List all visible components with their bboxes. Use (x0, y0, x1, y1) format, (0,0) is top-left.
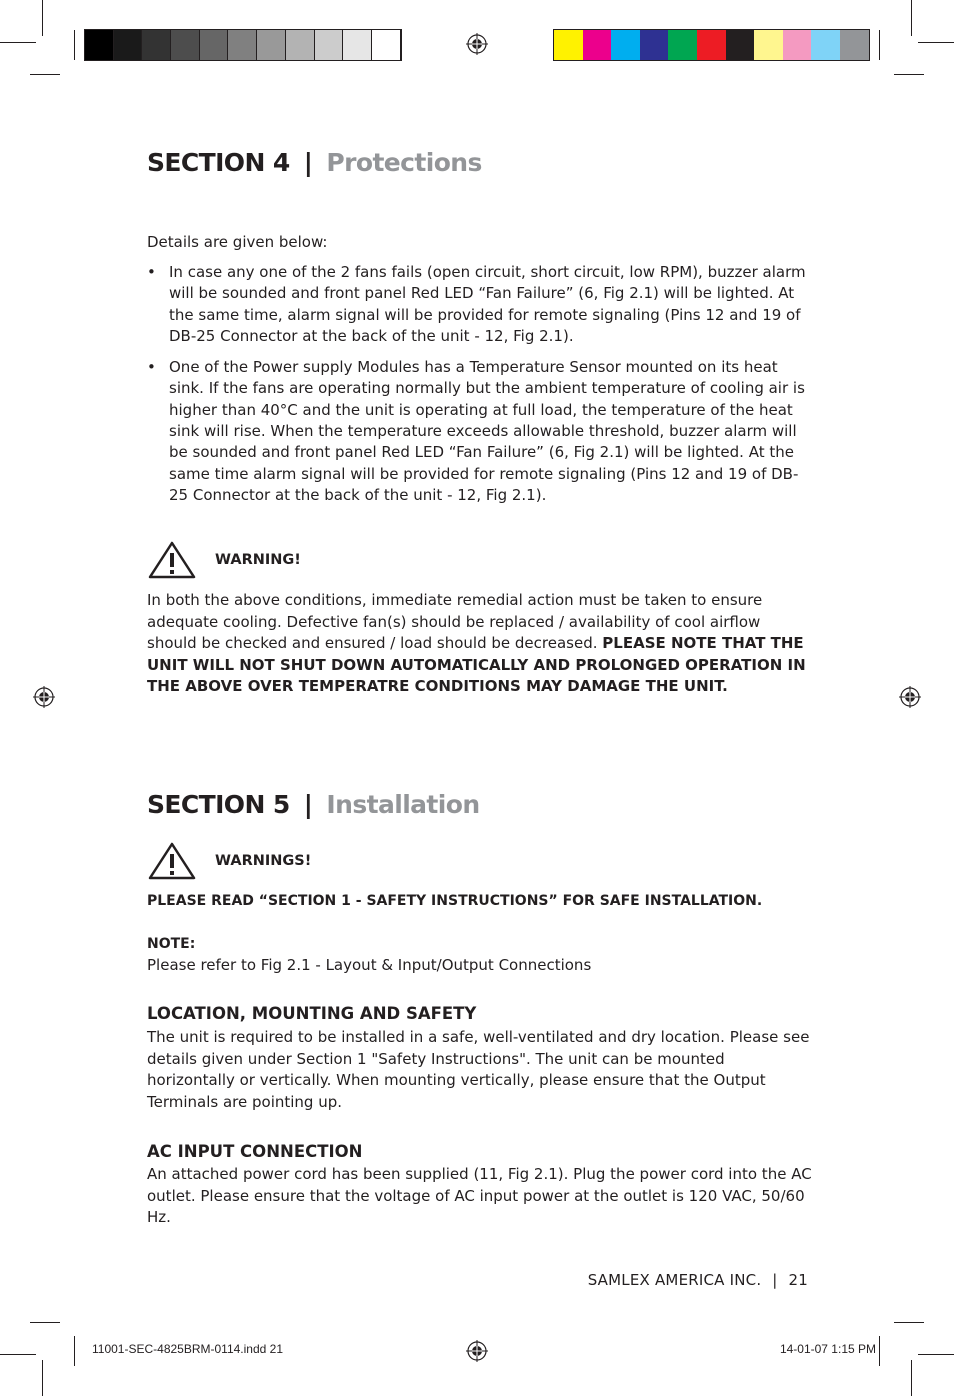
color-swatch (554, 30, 583, 60)
crop-mark (74, 30, 75, 60)
warning-text (147, 590, 812, 698)
registration-mark-icon (466, 33, 488, 55)
gray-swatch (343, 30, 372, 60)
color-swatch (840, 30, 869, 60)
company-name: SAMLEX AMERICA INC. (587, 1271, 762, 1289)
gray-swatch (315, 30, 344, 60)
crop-mark (879, 30, 880, 60)
color-swatch (726, 30, 755, 60)
color-swatch (697, 30, 726, 60)
crop-mark (74, 1336, 75, 1366)
process-color-bar (553, 29, 870, 61)
crop-mark (894, 1322, 924, 1323)
section-title: Installation (326, 790, 480, 819)
crop-mark (918, 42, 954, 43)
registration-mark-icon (466, 1340, 488, 1362)
registration-mark-icon (899, 686, 921, 708)
location-heading: LOCATION, MOUNTING AND SAFETY (147, 1004, 477, 1023)
crop-mark (911, 0, 912, 36)
safety-instruction-line: PLEASE READ “SECTION 1 - SAFETY INSTRUCTIONS” FOR SAFE INSTALLATION. (147, 893, 763, 909)
page-number: 21 (788, 1271, 808, 1289)
crop-mark (0, 42, 36, 43)
color-swatch (668, 30, 697, 60)
bullet-marker: • (147, 358, 156, 377)
gray-swatch (171, 30, 200, 60)
color-swatch (611, 30, 640, 60)
color-swatch (583, 30, 612, 60)
gray-swatch (286, 30, 315, 60)
warning-triangle-icon (147, 841, 197, 881)
page-footer (588, 1271, 808, 1289)
gray-swatch (114, 30, 143, 60)
color-swatch (754, 30, 783, 60)
section-5-heading (147, 790, 480, 819)
crop-mark (42, 0, 43, 36)
heading-separator: | (303, 148, 313, 177)
warning-body: In both the above conditions, immediate remedial action must be taken to ensure adequate cooling. Defective fan(s) should be replaced / availability of cool airflow should be checked and ensured / load should be decreased. (147, 591, 763, 652)
ac-input-heading: AC INPUT CONNECTION (147, 1142, 363, 1161)
gray-swatch (85, 30, 114, 60)
list-item-text: In case any one of the 2 fans fails (open circuit, short circuit, low RPM), buzzer alarm will be sounded and front panel Red LED “Fan Failure” (6, Fig 2.1) will be lighted. At the same time, alarm signal will be provided for remote signaling (Pins 12 and 19 of DB-25 Connector at the back of the unit - 12, Fig 2.1). (169, 263, 806, 345)
section-4-intro: Details are given below: (147, 233, 328, 251)
warnings-label: WARNINGS! (215, 853, 312, 869)
crop-mark (918, 1354, 954, 1355)
protection-list (147, 262, 812, 516)
list-item (147, 262, 812, 347)
list-item-text: One of the Power supply Modules has a Temperature Sensor mounted on its heat sink. If the fans are operating normally but the ambient temperature of cooling air is higher than 40°C and the unit is operating at full load, the temperature of the heat sink will rise. When the temperature exceeds allowable threshold, buzzer alarm will be sounded and front panel Red LED “Fan Failure” (6, Fig 2.1) will be lighted. At the same time alarm signal will be provided for remote signaling (Pins 12 and 19 of DB-25 Connector at the back of the unit - 12, Fig 2.1). (169, 358, 805, 504)
crop-mark (30, 1322, 60, 1323)
gray-swatch (200, 30, 229, 60)
color-swatch (640, 30, 669, 60)
color-swatch (811, 30, 840, 60)
warning-triangle-icon (147, 540, 197, 580)
crop-mark (894, 74, 924, 75)
warning-label: WARNING! (215, 552, 301, 568)
gray-swatch (228, 30, 257, 60)
crop-mark (0, 1354, 36, 1355)
crop-mark (30, 74, 60, 75)
crop-mark (879, 1336, 880, 1366)
location-text: The unit is required to be installed in a safe, well-ventilated and dry location. Please see details given under Section 1 "Safety Instructions". The unit can be mounted horizontally or vertically. When mounting vertically, please ensure that the Output Terminals are pointing up. (147, 1028, 810, 1111)
registration-mark-icon (33, 686, 55, 708)
warning-header (147, 540, 301, 580)
note-label: NOTE: (147, 936, 196, 952)
crop-mark (42, 1360, 43, 1396)
gray-swatch (257, 30, 286, 60)
bullet-marker: • (147, 263, 156, 281)
ac-input-text: An attached power cord has been supplied (11, Fig 2.1). Plug the power cord into the AC outlet. Please ensure that the voltage of AC input power at the outlet is 120 VAC, 50/60 Hz. (147, 1165, 812, 1226)
slug-filename: 11001-SEC-4825BRM-0114.indd 21 (92, 1342, 284, 1356)
section-number: SECTION 4 (147, 148, 290, 177)
grayscale-color-bar (84, 29, 402, 61)
section-number: SECTION 5 (147, 790, 290, 819)
warning-emphasis: PLEASE NOTE THAT THE UNIT WILL NOT SHUT DOWN AUTOMATICALLY AND PROLONGED OPERATION IN THE ABOVE OVER TEMPERATRE CONDITIONS MAY DAMAGE THE UNIT. (147, 634, 806, 695)
gray-swatch (142, 30, 171, 60)
section-title: Protections (326, 148, 482, 177)
warnings-header (147, 841, 311, 881)
color-swatch (783, 30, 812, 60)
footer-separator: | (772, 1271, 778, 1289)
gray-swatch (372, 30, 401, 60)
heading-separator: | (303, 790, 313, 819)
crop-mark (911, 1360, 912, 1396)
note-text: Please refer to Fig 2.1 - Layout & Input/Output Connections (147, 956, 592, 974)
slug-timestamp: 14-01-07 1:15 PM (779, 1342, 876, 1356)
section-4-heading (147, 148, 482, 177)
list-item (147, 357, 812, 506)
